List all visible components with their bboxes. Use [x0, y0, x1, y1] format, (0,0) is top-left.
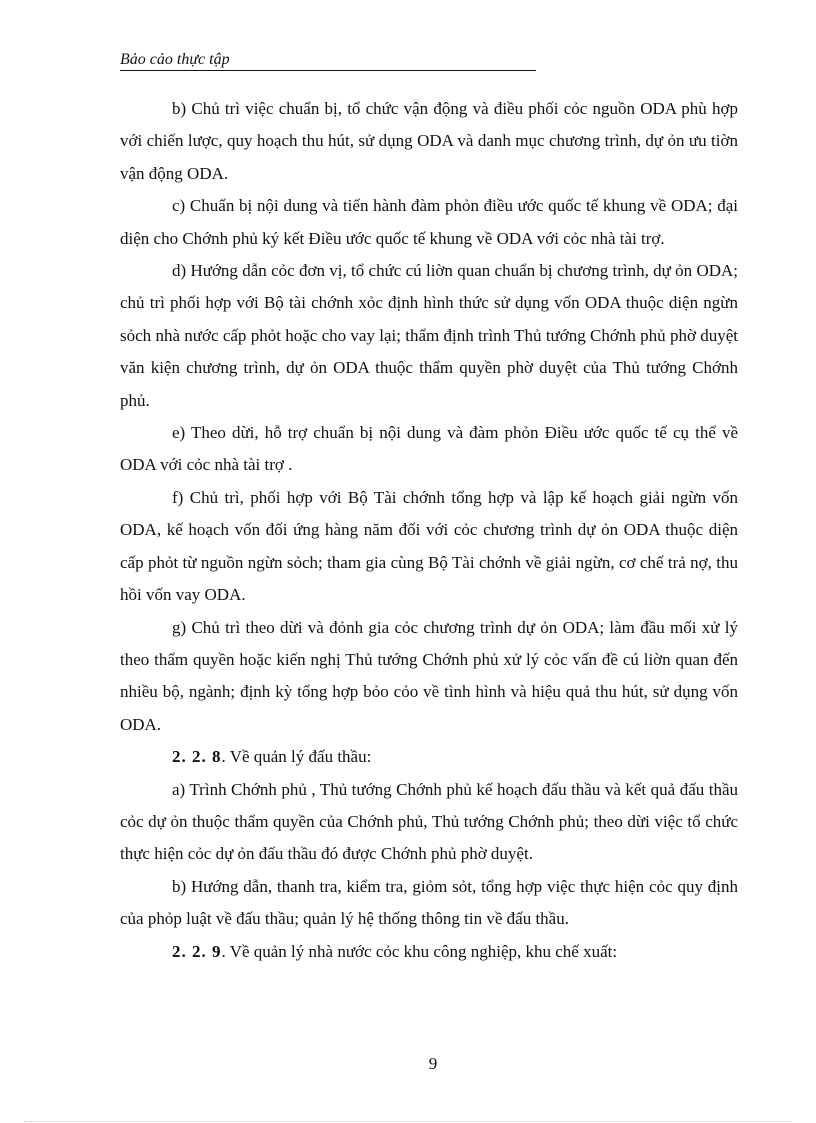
section-heading-2-2-8	[120, 741, 738, 773]
section-title-2-2-9: . Về quản lý nhà nước cỏc khu công nghiệp, khu chế xuất:	[221, 941, 618, 961]
paragraph-a-bidding-plan: a) Trình Chớnh phủ , Thủ tướng Chớnh phủ kế hoạch đấu thầu và kết quả đấu thầu cỏc dự ỏn thuộc thẩm quyền của Chớnh phủ, Thủ tướng Chớnh phủ; theo dừi việc tổ chức thực hiện cỏc dự ỏn đấu thầu đó được Chớnh phủ phờ duyệt.	[120, 779, 738, 864]
paragraph-c-framework-treaty: c) Chuẩn bị nội dung và tiến hành đàm phỏn điều ước quốc tế khung về ODA; đại diện cho Chớnh phủ ký kết Điều ước quốc tế khung về ODA với cỏc nhà tài trợ.	[120, 196, 738, 248]
section-number-2-2-9: 2. 2. 9	[172, 941, 222, 961]
page-bottom-divider	[24, 1121, 792, 1122]
paragraph-f-disbursement-plan: f) Chủ trì, phối hợp với Bộ Tài chớnh tổng hợp và lập kế hoạch giải ngừn vốn ODA, kế hoạch vốn đối ứng hàng năm đối với cỏc chương trình dự ỏn ODA thuộc diện cấp phỏt từ nguồn ngừn sỏch; tham gia cùng Bộ Tài chớnh về giải ngừn, cơ chế trả nợ, thu hồi vốn vay ODA.	[120, 487, 738, 605]
section-title-2-2-8: . Về quản lý đấu thầu:	[221, 747, 372, 767]
page-header	[120, 50, 536, 71]
section-heading-2-2-9	[120, 936, 738, 968]
document-body	[120, 93, 738, 968]
paragraph-b-oda-coordination: b) Chủ trì việc chuẩn bị, tổ chức vận động và điều phối cỏc nguồn ODA phù hợp với chiến lược, quy hoạch thu hút, sử dụng ODA và danh mục chương trình, dự ỏn ưu tiờn vận động ODA.	[120, 99, 738, 183]
paragraph-b-bidding-inspection: b) Hướng dẫn, thanh tra, kiểm tra, giỏm sỏt, tổng hợp việc thực hiện cỏc quy định của phỏp luật về đấu thầu; quản lý hệ thống thông tin về đấu thầu.	[120, 876, 738, 929]
page-number: 9	[428, 1054, 438, 1073]
paragraph-d-program-guidance: d) Hướng dẫn cỏc đơn vị, tổ chức cú liờn quan chuẩn bị chương trình, dự ỏn ODA; chủ trì phối hợp với Bộ tài chớnh xỏc định hình thức sử dụng vốn ODA thuộc diện ngừn sỏch nhà nước cấp phỏt hoặc cho vay lại; thẩm định trình Thủ tướng Chớnh phủ phờ duyệt văn kiện chương trình, dự ỏn ODA thuộc thẩm quyền phờ duyệt của Thủ tướng Chớnh phủ.	[120, 261, 738, 410]
paragraph-g-evaluation: g) Chủ trì theo dừi và đỏnh gia cỏc chương trình dự ỏn ODA; làm đầu mối xử lý theo thẩm quyền hoặc kiến nghị Thủ tướng Chớnh phủ xử lý cỏc vấn đề cú liờn quan đến nhiều bộ, ngành; định kỳ tổng hợp bỏo cỏo về tình hình và hiệu quả thu hút, sử dụng vốn ODA.	[120, 617, 738, 734]
paragraph-e-monitoring-support: e) Theo dừi, hỗ trợ chuẩn bị nội dung và đàm phỏn Điều ước quốc tế cụ thể về ODA với cỏc nhà tài trợ .	[120, 423, 738, 475]
header-title: Bảo cảo thực tập	[120, 51, 230, 68]
section-number-2-2-8: 2. 2. 8	[172, 747, 222, 767]
